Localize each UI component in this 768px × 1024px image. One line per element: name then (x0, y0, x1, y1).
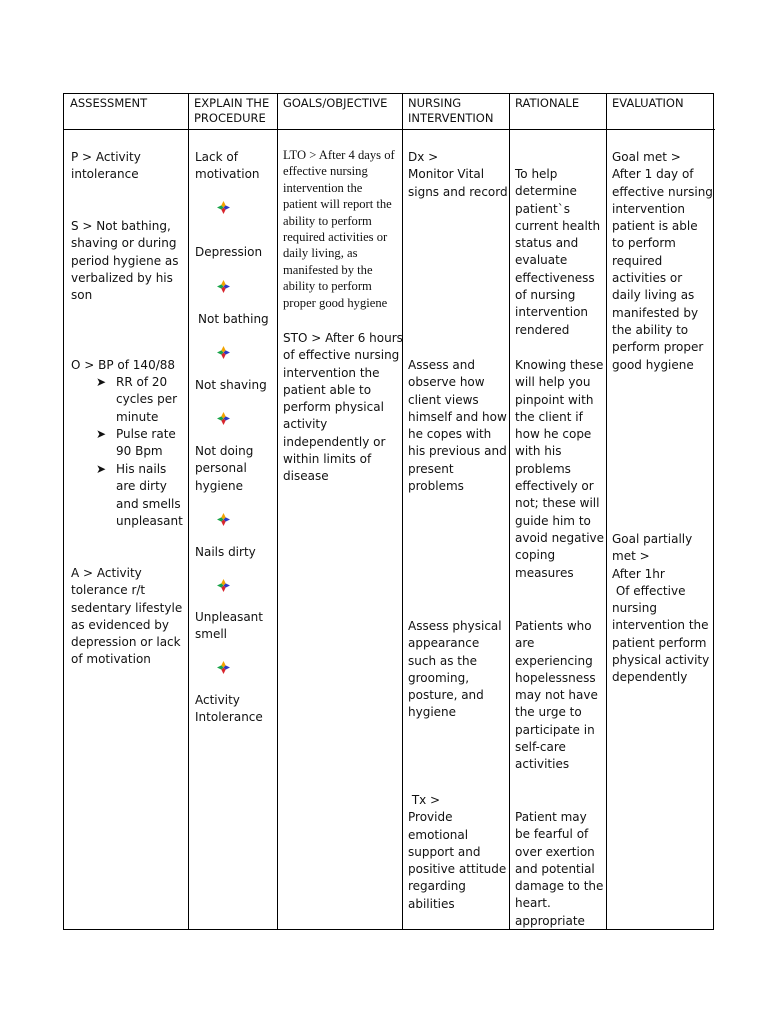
diamond-bullet-icon (217, 412, 230, 425)
evaluation-goal-partially-met: Goal partially met > After 1hr Of effective nursing intervention the patient perform physical activity dependently (612, 532, 710, 685)
assessment-p: P > Activity intolerance (71, 150, 141, 182)
column-divider (606, 94, 607, 929)
column-divider (402, 94, 403, 929)
header-goals-objective: GOALS/OBJECTIVE (277, 94, 402, 130)
header-nursing-intervention: NURSING INTERVENTION (402, 94, 509, 130)
evaluation-goal-met: Goal met > After 1 day of effective nursing intervention patient is able to perform required activities or daily living as manifested by the ability to perform proper good hygiene (612, 150, 713, 372)
procedure-item: Lack of motivation (195, 150, 260, 182)
diamond-bullet-icon (217, 346, 230, 359)
column-divider (277, 94, 278, 929)
procedure-item: Unpleasant smell (195, 610, 263, 642)
intervention-assess-observe: Assess and observe how client views himself and how he copes with his previous and present problems (408, 358, 507, 494)
rationale-item: To help determine patient`s current health status and evaluate effectiveness of nursing intervention rendered (515, 167, 601, 337)
goal-lto: LTO > After 4 days of effective nursing intervention the patient will report the ability to perform required activities or daily living, as manifested by the ability to perform proper good hygiene (283, 148, 395, 310)
procedure-item: Activity Intolerance (195, 693, 263, 725)
arrow-bullet-icon: ➤ (96, 375, 107, 389)
header-rationale: RATIONALE (509, 94, 606, 130)
procedure-item: Depression (195, 245, 263, 259)
diamond-bullet-icon (217, 201, 230, 214)
arrow-bullet-icon: ➤ (96, 462, 107, 476)
diamond-bullet-icon (217, 280, 230, 293)
goal-sto: STO > After 6 hours of effective nursing intervention the patient able to perform physical activity independently or within limits of disease (283, 331, 403, 484)
assessment-s: S > Not bathing, shaving or during period hygiene as verbalized by his son (71, 219, 179, 303)
procedure-item: Not bathing (198, 312, 269, 326)
header-assessment: ASSESSMENT (64, 94, 188, 130)
column-divider (509, 94, 510, 929)
procedure-item: Nails dirty (195, 545, 256, 559)
intervention-tx: Tx > Provide emotional support and positive attitude regarding abilities (408, 793, 507, 911)
header-explain-procedure: EXPLAIN THE PROCEDURE (188, 94, 277, 130)
assessment-o-item: RR of 20 cycles per minute (116, 375, 178, 424)
diamond-bullet-icon (217, 513, 230, 526)
diamond-bullet-icon (217, 579, 230, 592)
intervention-assess-physical: Assess physical appearance such as the grooming, posture, and hygiene (408, 619, 502, 720)
assessment-o-item: Pulse rate 90 Bpm (116, 427, 176, 459)
procedure-item: Not shaving (195, 378, 267, 392)
assessment-o-item: His nails are dirty and smells unpleasant (116, 462, 183, 528)
assessment-o: O > BP of 140/88 (71, 358, 176, 372)
arrow-bullet-icon: ➤ (96, 427, 107, 441)
rationale-item: Patient may be fearful of over exertion and potential damage to the heart. appropriate (515, 810, 604, 928)
rationale-item: Patients who are experiencing hopelessness may not have the urge to participate in self-care activities (515, 619, 598, 772)
diamond-bullet-icon (217, 661, 230, 674)
column-divider (188, 94, 189, 929)
header-evaluation: EVALUATION (606, 94, 715, 130)
procedure-item: Not doing personal hygiene (195, 444, 254, 493)
rationale-item: Knowing these will help you pinpoint with the client if how he cope with his problems effectively or not; these will guide him to avoid negative coping measures (515, 358, 605, 580)
intervention-dx: Dx > Monitor Vital signs and record (408, 150, 508, 199)
assessment-a: A > Activity tolerance r/t sedentary lifestyle as evidenced by depression or lack of motivation (71, 566, 183, 667)
care-plan-table (63, 93, 714, 930)
